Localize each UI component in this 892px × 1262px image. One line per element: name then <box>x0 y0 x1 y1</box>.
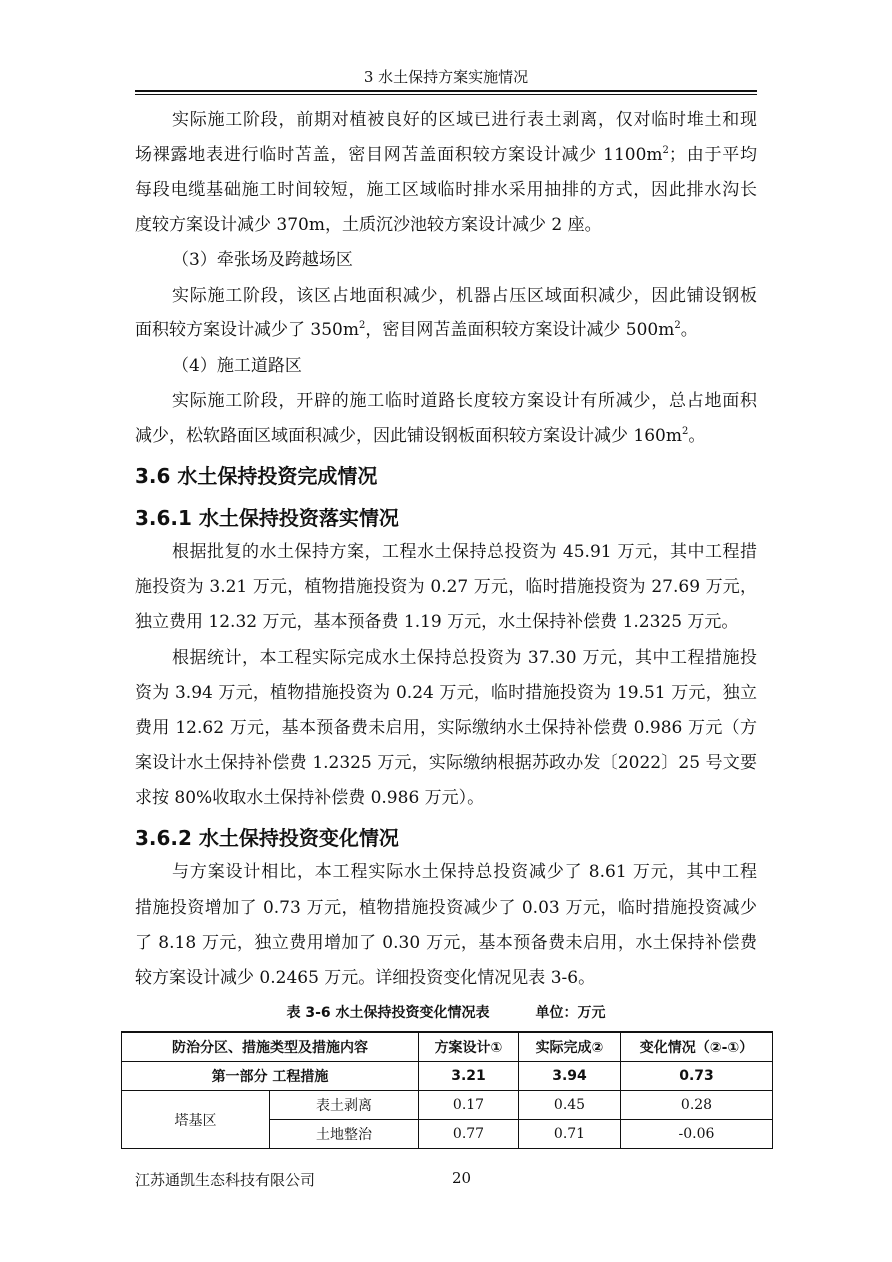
section-heading: 3.6.2 水土保持投资变化情况 <box>135 826 399 850</box>
paragraph-line: 资为 3.94 万元，植物措施投资为 0.24 万元，临时措施投资为 19.51 万元，独立 <box>135 683 757 703</box>
header-rule <box>135 90 757 92</box>
paragraph-line: 实际施工阶段，前期对植被良好的区域已进行表土剥离，仅对临时堆土和现 <box>172 110 757 130</box>
paragraph-line: 求按 80%收取水土保持补偿费 0.986 万元）。 <box>135 788 485 808</box>
table-header-cell: 变化情况（②-①） <box>621 1032 773 1062</box>
table-cell: 表土剥离 <box>270 1091 419 1120</box>
table-cell: 0.77 <box>419 1120 519 1149</box>
table-header-cell: 防治分区、措施类型及措施内容 <box>122 1032 419 1062</box>
table-cell: 第一部分 工程措施 <box>122 1062 419 1091</box>
table-cell: 3.94 <box>519 1062 621 1091</box>
page-number: 20 <box>452 1169 472 1187</box>
table-group-cell: 塔基区 <box>122 1091 270 1149</box>
table-cell: 0.28 <box>621 1091 773 1120</box>
table-cell: -0.06 <box>621 1120 773 1149</box>
paragraph-line: 较方案设计减少 0.2465 万元。详细投资变化情况见表 3-6。 <box>135 968 596 988</box>
table-caption: 表 3-6 水土保持投资变化情况表 单位：万元 <box>286 1005 606 1021</box>
paragraph-line: 实际施工阶段，该区占地面积减少，机器占压区域面积减少，因此铺设钢板 <box>172 286 757 306</box>
table-header-row <box>122 1032 773 1062</box>
paragraph-line: 根据统计，本工程实际完成水土保持总投资为 37.30 万元，其中工程措施投 <box>172 648 757 668</box>
table-row <box>122 1091 773 1120</box>
subsection-heading: （4）施工道路区 <box>172 356 302 376</box>
section-heading: 3.6.1 水土保持投资落实情况 <box>135 506 399 530</box>
paragraph-line: 措施投资增加了 0.73 万元，植物措施投资减少了 0.03 万元，临时措施投资减少 <box>135 898 757 918</box>
paragraph-line: 了 8.18 万元，独立费用增加了 0.30 万元，基本预备费未启用，水土保持补偿费 <box>135 933 757 953</box>
paragraph-line: 与方案设计相比，本工程实际水土保持总投资减少了 8.61 万元，其中工程 <box>172 862 757 882</box>
table-section-row <box>122 1062 773 1091</box>
table-header-cell: 方案设计① <box>419 1032 519 1062</box>
header-rule-thin <box>135 94 757 95</box>
paragraph-line: 每段电缆基础施工时间较短，施工区域临时排水采用抽排的方式，因此排水沟长 <box>135 180 757 200</box>
investment-table <box>121 1031 773 1149</box>
paragraph-line: 根据批复的水土保持方案，工程水土保持总投资为 45.91 万元，其中工程措 <box>172 542 757 562</box>
table-cell: 0.71 <box>519 1120 621 1149</box>
paragraph-line: 面积较方案设计减少了 $350m^2$，密目网苫盖面积较方案设计减少 $500m^2$。 <box>135 320 698 340</box>
table-header-cell: 实际完成② <box>519 1032 621 1062</box>
table-unit: 单位：万元 <box>535 1005 606 1021</box>
paragraph-line: 减少，松软路面区域面积减少，因此铺设钢板面积较方案设计减少 $160m^2$。 <box>135 426 706 446</box>
paragraph-line: 场裸露地表进行临时苫盖，密目网苫盖面积较方案设计减少 $1100m^2$；由于平均 <box>135 145 757 165</box>
table-cell: 0.17 <box>419 1091 519 1120</box>
footer-company: 江苏通凯生态科技有限公司 <box>135 1171 316 1189</box>
table-cell: 3.21 <box>419 1062 519 1091</box>
paragraph-line: 费用 12.62 万元，基本预备费未启用，实际缴纳水土保持补偿费 0.986 万元（方 <box>135 718 757 738</box>
header-title: 3 水土保持方案实施情况 <box>363 68 529 86</box>
table-cell: 土地整治 <box>270 1120 419 1149</box>
table-cell: 0.45 <box>519 1091 621 1120</box>
paragraph-line: 施投资为 3.21 万元，植物措施投资为 0.27 万元，临时措施投资为 27.69 万元， <box>135 577 757 597</box>
section-heading: 3.6 水土保持投资完成情况 <box>135 464 378 488</box>
paragraph-line: 独立费用 12.32 万元，基本预备费 1.19 万元，水土保持补偿费 1.2325 万元。 <box>135 612 739 632</box>
paragraph-line: 度较方案设计减少 370m，土质沉沙池较方案设计减少 2 座。 <box>135 215 602 235</box>
paragraph-line: 实际施工阶段，开辟的施工临时道路长度较方案设计有所减少，总占地面积 <box>172 391 757 411</box>
paragraph-line: 案设计水土保持补偿费 1.2325 万元，实际缴纳根据苏政办发〔2022〕25 号文要 <box>135 753 757 773</box>
subsection-heading: （3）牵张场及跨越场区 <box>172 250 353 270</box>
table-cell: 0.73 <box>621 1062 773 1091</box>
